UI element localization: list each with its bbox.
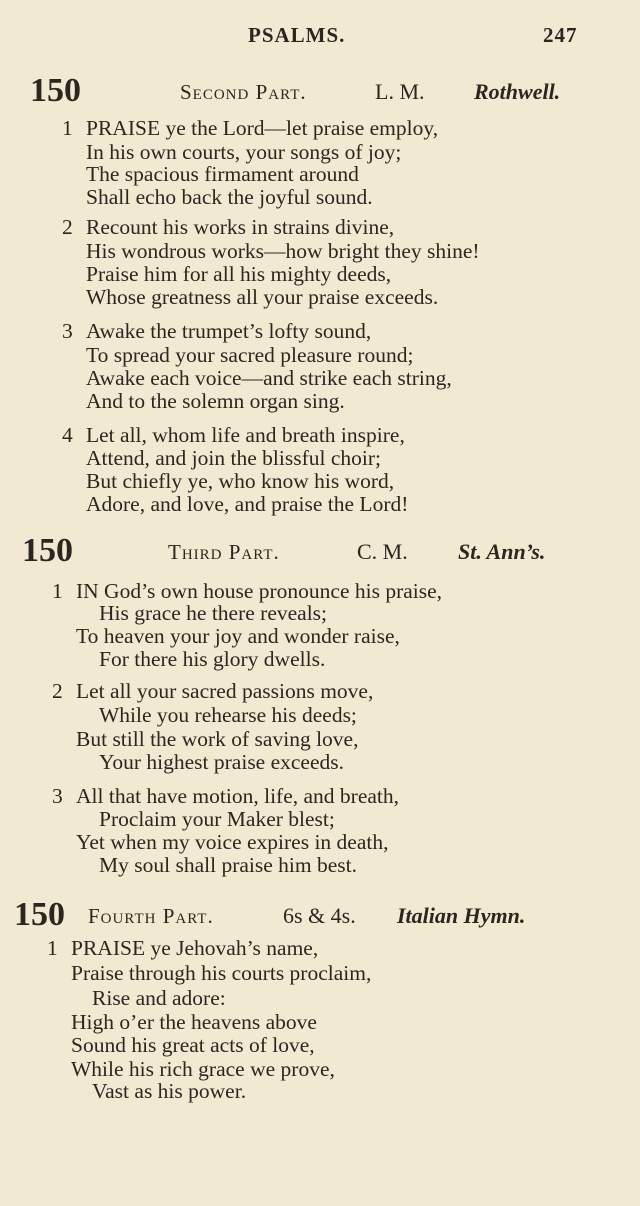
verse-line: His wondrous works—how bright they shine! xyxy=(86,239,480,263)
verse-line: Awake each voice—and strike each string, xyxy=(86,366,452,390)
hymn-part: Second Part. xyxy=(180,80,307,104)
verse-number: 3 xyxy=(62,319,73,343)
verse-line: Attend, and join the blissful choir; xyxy=(86,446,381,470)
verse-line: But chiefly ye, who know his word, xyxy=(86,469,395,493)
verse-line: Sound his great acts of love, xyxy=(71,1033,315,1057)
verse-line: Your highest praise exceeds. xyxy=(99,750,345,774)
verse-line: Praise him for all his mighty deeds, xyxy=(86,262,392,286)
verse-line: Vast as his power. xyxy=(92,1079,247,1103)
verse-line: While you rehearse his deeds; xyxy=(99,703,357,727)
verse-line: In his own courts, your songs of joy; xyxy=(86,140,402,164)
verse-number: 2 xyxy=(52,679,63,703)
verse-line: Whose greatness all your praise exceeds. xyxy=(86,285,439,309)
verse-line: IN God’s own house pronounce his praise, xyxy=(76,579,443,603)
verse-line: While his rich grace we prove, xyxy=(71,1057,335,1081)
hymn-tune: Italian Hymn. xyxy=(397,903,526,928)
hymn-number: 150 xyxy=(22,532,73,569)
verse-line: For there his glory dwells. xyxy=(99,647,326,671)
verse-line: High o’er the heavens above xyxy=(71,1010,317,1034)
verse-line: Awake the trumpet’s lofty sound, xyxy=(86,319,372,343)
hymn-meter: L. M. xyxy=(375,79,425,104)
hymn-tune: Rothwell. xyxy=(474,79,561,104)
verse-line: Yet when my voice expires in death, xyxy=(76,830,389,854)
verse-line: Shall echo back the joyful sound. xyxy=(86,185,373,209)
verse-line: But still the work of saving love, xyxy=(76,727,359,751)
verse-line: All that have motion, life, and breath, xyxy=(76,784,400,808)
verse-line: Proclaim your Maker blest; xyxy=(99,807,335,831)
verse-line: Let all, whom life and breath inspire, xyxy=(86,423,405,447)
verse-number: 3 xyxy=(52,784,63,808)
verse-number: 2 xyxy=(62,215,73,239)
verse-line: Praise through his courts proclaim, xyxy=(71,961,372,985)
running-header-title: PSALMS. xyxy=(248,23,346,47)
verse-line: PRAISE ye the Lord—let praise employ, xyxy=(86,116,439,140)
hymn-tune: St. Ann’s. xyxy=(458,539,546,564)
verse-number: 1 xyxy=(47,936,58,960)
verse-line: Let all your sacred passions move, xyxy=(76,679,374,703)
hymn-meter: C. M. xyxy=(357,539,408,564)
verse-line: To heaven your joy and wonder raise, xyxy=(76,624,400,648)
verse-line: The spacious firmament around xyxy=(86,162,359,186)
hymn-part: Third Part. xyxy=(168,540,280,564)
verse-number: 4 xyxy=(62,423,73,447)
verse-line: His grace he there reveals; xyxy=(99,601,328,625)
verse-line: PRAISE ye Jehovah’s name, xyxy=(71,936,319,960)
hymn-number: 150 xyxy=(30,72,81,109)
verse-line: Recount his works in strains divine, xyxy=(86,215,395,239)
verse-number: 1 xyxy=(52,579,63,603)
verse-line: And to the solemn organ sing. xyxy=(86,389,345,413)
verse-line: Adore, and love, and praise the Lord! xyxy=(86,492,409,516)
hymn-part: Fourth Part. xyxy=(88,904,214,928)
page-number: 247 xyxy=(543,23,578,47)
hymn-number: 150 xyxy=(14,896,65,933)
verse-line: My soul shall praise him best. xyxy=(99,853,357,877)
hymn-meter: 6s & 4s. xyxy=(283,903,356,928)
verse-number: 1 xyxy=(62,116,73,140)
verse-line: To spread your sacred pleasure round; xyxy=(86,343,414,367)
verse-line: Rise and adore: xyxy=(92,986,226,1010)
